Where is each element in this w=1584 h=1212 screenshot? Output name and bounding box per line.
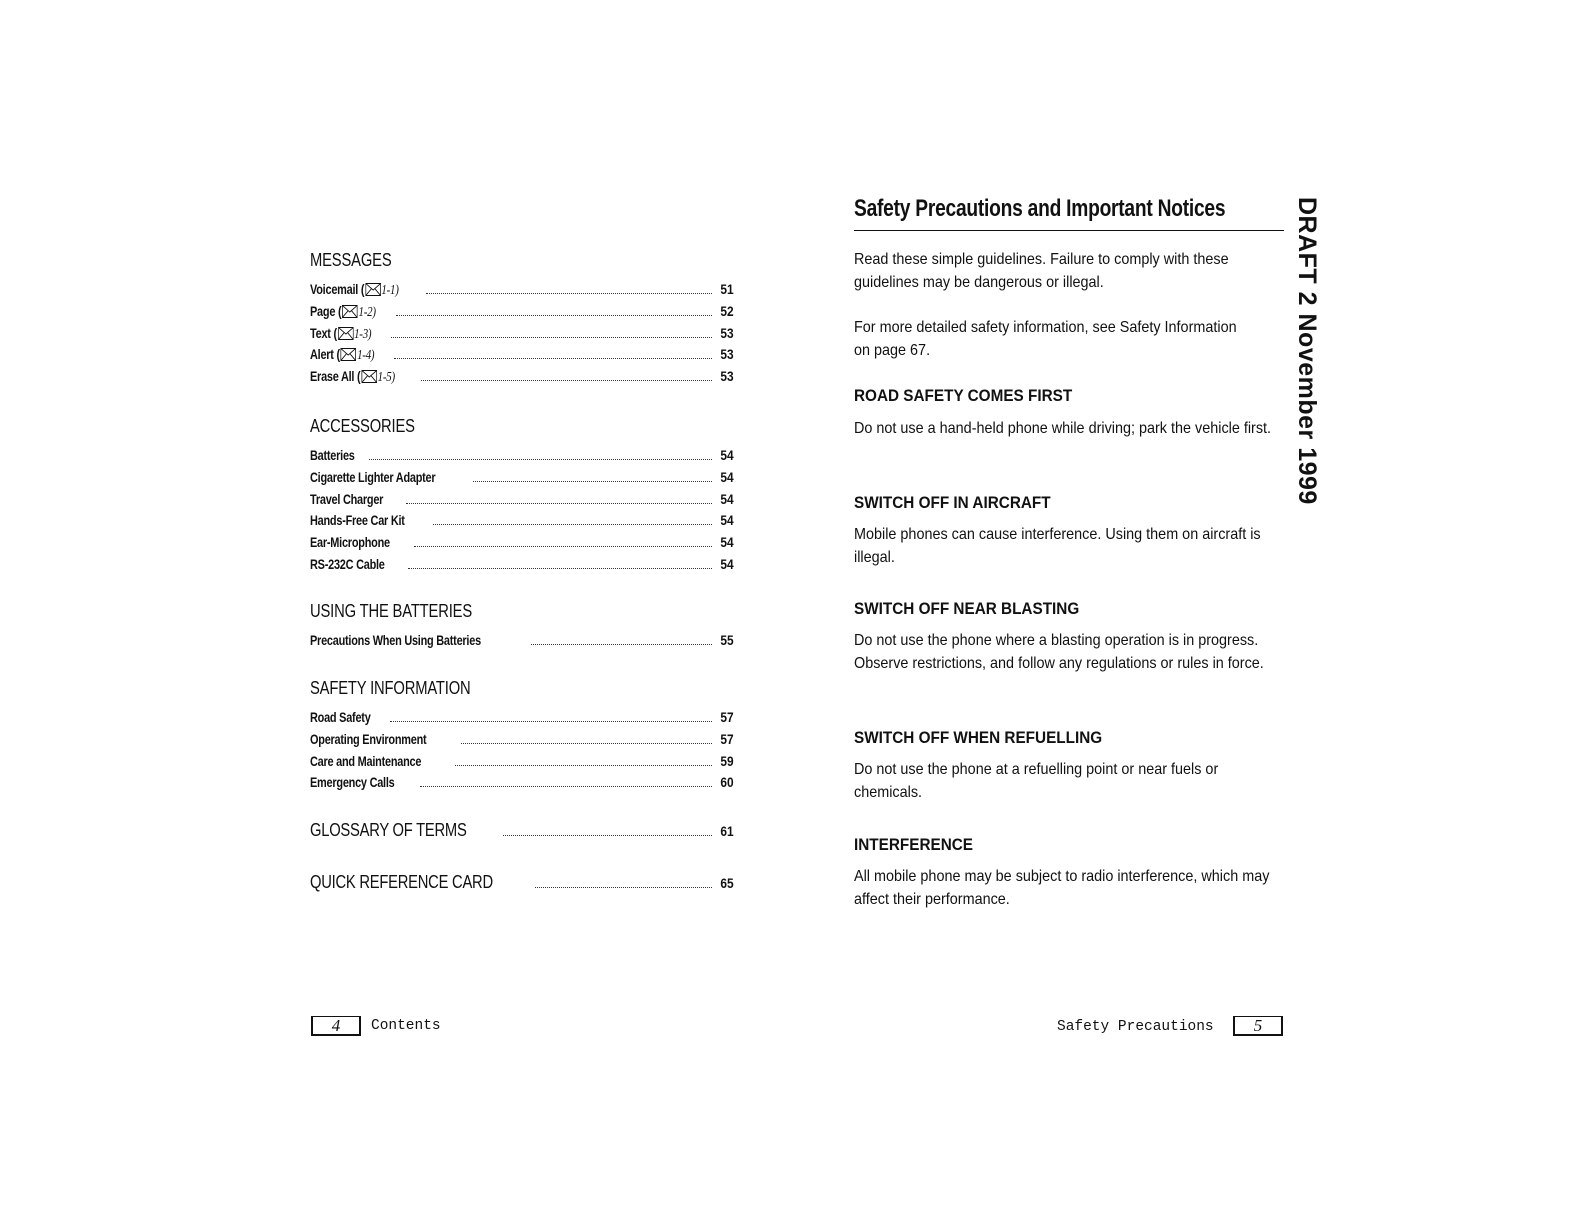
notice-heading: SWITCH OFF NEAR BLASTING — [854, 599, 1080, 618]
toc-entry-label: Voicemail ( — [310, 281, 365, 297]
toc-entry-label: Hands-Free Car Kit — [310, 512, 405, 529]
dot-leader — [394, 358, 712, 359]
toc-page-number: 55 — [720, 632, 734, 648]
toc-page-number: 54 — [720, 534, 734, 551]
toc-entry-label: Page ( — [310, 302, 342, 319]
page-title: Safety Precautions and Important Notices — [854, 195, 1226, 222]
toc-entry[interactable] — [310, 346, 734, 368]
toc-page-number: 60 — [720, 774, 734, 791]
toc-entry-ref: 1-5) — [377, 370, 395, 386]
dot-leader — [503, 835, 712, 836]
toc-entry[interactable] — [310, 512, 734, 534]
toc-page-number: 61 — [720, 823, 734, 839]
toc-entry-label: Road Safety — [310, 709, 371, 725]
toc-section-messages — [310, 250, 734, 390]
page-number-box: 5 — [1233, 1016, 1283, 1036]
dot-leader — [406, 503, 713, 504]
toc-section-heading: MESSAGES — [310, 250, 392, 270]
dot-leader — [433, 524, 712, 525]
toc-entry-ref: 1-4) — [357, 348, 375, 364]
toc-entry[interactable] — [310, 731, 734, 753]
toc-page-number: 54 — [720, 512, 734, 529]
notice-text: All mobile phone may be subject to radio interference, which may affect their performance. — [854, 868, 1270, 908]
toc-entry[interactable] — [310, 556, 734, 578]
dot-leader — [396, 315, 712, 316]
toc-entry[interactable] — [310, 534, 734, 556]
toc-entry-quick-reference[interactable] — [310, 872, 734, 898]
toc-page-number: 54 — [720, 447, 734, 463]
dot-leader — [531, 644, 712, 645]
toc-entry[interactable] — [310, 774, 734, 796]
toc-entry-label: Text ( — [310, 324, 337, 341]
toc-section-accessories — [310, 416, 734, 578]
toc-entry[interactable] — [310, 368, 734, 390]
envelope-icon — [338, 327, 354, 340]
toc-page-number: 65 — [720, 875, 734, 891]
toc-entry-ref: 1-1) — [381, 283, 399, 298]
dot-leader — [369, 459, 712, 460]
running-footer: Safety Precautions — [1057, 1019, 1214, 1035]
toc-entry-label: RS-232C Cable — [310, 555, 385, 572]
toc-entry-label: Care and Maintenance — [310, 752, 422, 769]
toc-page-number: 53 — [720, 368, 734, 385]
title-underline — [854, 230, 1284, 231]
toc-entry-glossary[interactable] — [310, 820, 734, 846]
dot-leader — [421, 380, 713, 381]
dot-leader — [408, 568, 713, 569]
toc-section-batteries — [310, 601, 734, 654]
running-footer: Contents — [371, 1018, 441, 1034]
toc-page-number: 54 — [720, 555, 734, 572]
dot-leader — [420, 786, 712, 787]
toc-entry[interactable] — [310, 303, 734, 325]
toc-section-heading: SAFETY INFORMATION — [310, 678, 471, 698]
toc-entry-label: Erase All ( — [310, 368, 361, 385]
toc-entry-label: QUICK REFERENCE CARD — [310, 872, 493, 892]
dot-leader — [455, 765, 713, 766]
safety-page — [854, 195, 1286, 908]
envelope-icon — [342, 305, 358, 318]
toc-entry[interactable] — [310, 469, 734, 491]
envelope-icon — [341, 348, 357, 361]
dot-leader — [414, 546, 712, 547]
page-number-box: 4 — [311, 1016, 361, 1036]
toc-page-number: 53 — [720, 346, 734, 363]
toc-entry[interactable] — [310, 709, 734, 731]
toc-entry[interactable] — [310, 281, 734, 303]
notice-text: Do not use the phone at a refuelling point or near fuels or chemicals. — [854, 761, 1219, 801]
toc-entry-label: Cigarette Lighter Adapter — [310, 468, 436, 485]
dot-leader — [426, 293, 713, 294]
toc-entry-label: Precautions When Using Batteries — [310, 632, 481, 648]
notice-text: Mobile phones can cause interference. Using them on aircraft is illegal. — [854, 526, 1261, 566]
toc-entry[interactable] — [310, 753, 734, 775]
dot-leader — [535, 887, 712, 888]
toc-entry[interactable] — [310, 325, 734, 347]
toc-section-heading: ACCESSORIES — [310, 416, 415, 436]
envelope-icon — [361, 370, 377, 383]
notice-text: Do not use a hand-held phone while driving; park the vehicle first. — [854, 420, 1272, 437]
intro-paragraph: Read these simple guidelines. Failure to comply with these guidelines may be dangerous or illegal. — [854, 251, 1229, 291]
more-info-paragraph: For more detailed safety information, see Safety Information on page 67. — [854, 319, 1237, 359]
envelope-icon — [365, 283, 381, 296]
toc-section-heading: USING THE BATTERIES — [310, 601, 473, 621]
toc-page-number: 59 — [720, 752, 734, 769]
draft-watermark: DRAFT 2 November 1999 — [1293, 197, 1321, 505]
toc-page-number: 57 — [720, 709, 734, 725]
notice-heading: INTERFERENCE — [854, 835, 974, 854]
toc-entry-label: Operating Environment — [310, 730, 427, 747]
toc-page-number: 53 — [720, 324, 734, 341]
toc-entry-label: Alert ( — [310, 346, 340, 363]
toc-entry[interactable] — [310, 447, 734, 469]
toc-section-safety-information — [310, 678, 734, 796]
dot-leader — [473, 481, 713, 482]
toc-entry-ref: 1-3) — [354, 326, 372, 342]
toc-page-number: 57 — [720, 730, 734, 747]
notice-heading: SWITCH OFF IN AIRCRAFT — [854, 493, 1051, 512]
toc-entry[interactable] — [310, 632, 734, 654]
notice-heading: ROAD SAFETY COMES FIRST — [854, 386, 1073, 405]
notice-text: Do not use the phone where a blasting operation is in progress. Observe restrictions, and follow any regulations or rules in force. — [854, 632, 1264, 672]
toc-entry-ref: 1-2) — [358, 304, 376, 320]
notice-heading: SWITCH OFF WHEN REFUELLING — [854, 728, 1103, 747]
toc-page-number: 52 — [720, 302, 734, 319]
toc-entry-label: GLOSSARY OF TERMS — [310, 820, 467, 840]
toc-entry-label: Emergency Calls — [310, 774, 395, 791]
toc-page-number: 54 — [720, 468, 734, 485]
toc-entry-label: Batteries — [310, 447, 355, 463]
toc-entry-label: Travel Charger — [310, 490, 384, 507]
toc-page-number: 54 — [720, 490, 734, 507]
toc-entry[interactable] — [310, 491, 734, 513]
dot-leader — [390, 721, 713, 722]
dot-leader — [391, 337, 713, 338]
toc-page-number: 51 — [720, 281, 734, 297]
dot-leader — [461, 743, 712, 744]
toc-entry-label: Ear-Microphone — [310, 534, 390, 551]
